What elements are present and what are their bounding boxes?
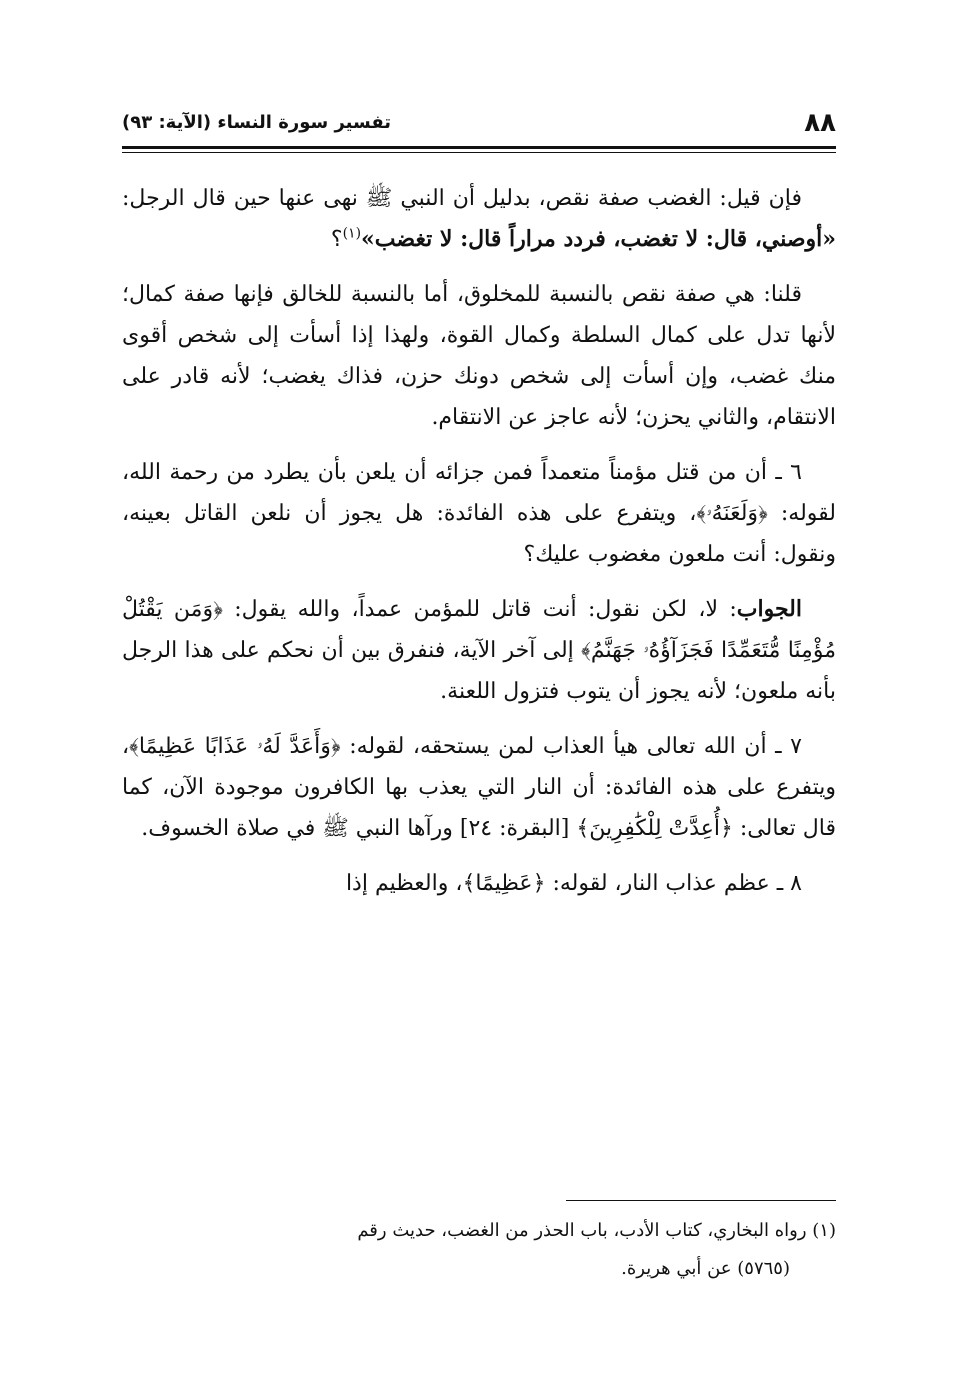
footnote [122, 1212, 836, 1288]
hadith-quote: «أوصني، قال: لا تغضب، فردد مراراً قال: لا تغضب» [361, 226, 836, 252]
quran-verse: ﴿عَظِيمًا﴾ [462, 871, 546, 896]
quran-verse: ﴿وَمَن يَقْتُلْ مُؤْمِنًا مُّتَعَمِّدًا فَجَزَآؤُهُۥ جَهَنَّمُ﴾ [122, 597, 836, 663]
paragraph-point-6: ٦ ـ أن من قتل مؤمناً متعمداً فمن جزائه أن يلعن بأن يطرد من رحمة الله، لقوله: ﴿وَلَعَنَهُۥ﴾، ويتفرع على هذه الفائدة: هل يجوز أن نلعن القاتل بعينه، ونقول: أنت ملعون مغضوب عليك؟ [122, 460, 836, 567]
page-header [122, 100, 836, 146]
footnote-marker: (١) [342, 225, 362, 242]
paragraph-objection: فإن قيل: الغضب صفة نقص، بدليل أن النبي ﷺ نهى عنها حين قال الرجل: «أوصني، قال: لا تغضب، فردد مراراً قال: لا تغضب»$^{(١)}$؟ [122, 186, 836, 252]
quran-verse: ﴿أُعِدَّتْ لِلْكَٰفِرِينَ﴾ [576, 816, 733, 841]
footnote-rule [566, 1200, 836, 1201]
page-number: ٨٨ [804, 108, 836, 138]
quran-verse: ﴿وَأَعَدَّ لَهُۥ عَذَابًا عَظِيمًا﴾ [129, 734, 341, 759]
reply-label: الجواب [736, 596, 802, 622]
paragraph-point-8: ٨ ـ عظم عذاب النار، لقوله: ﴿عَظِيمًا﴾، والعظيم إذا [345, 871, 802, 896]
header-rule-thin [122, 152, 836, 153]
footnote-line: (٥٧٦٥) عن أبي هريرة. [621, 1258, 790, 1279]
header-rule [122, 146, 836, 149]
running-title: تفسير سورة النساء (الآية: ٩٣) [122, 112, 392, 133]
paragraph-reply: الجواب: لا، لكن نقول: أنت قاتل للمؤمن عمداً، والله يقول: ﴿وَمَن يَقْتُلْ مُؤْمِنًا مُّتَعَمِّدًا فَجَزَآؤُهُۥ جَهَنَّمُ﴾ إلى آخر الآية، فنفرق بين أن نحكم على هذا الرجل بأنه ملعون؛ لأنه يجوز أن يتوب فتزول اللعنة. [122, 596, 836, 704]
footnote-line: (١) رواه البخاري، كتاب الأدب، باب الحذر من الغضب، حديث رقم [357, 1220, 836, 1241]
quran-verse: ﴿وَلَعَنَهُۥ﴾ [696, 501, 768, 526]
paragraph-point-7: ٧ ـ أن الله تعالى هيأ العذاب لمن يستحقه، لقوله: ﴿وَأَعَدَّ لَهُۥ عَذَابًا عَظِيمًا﴾، ويتفرع على هذه الفائدة: أن النار التي يعذب بها الكافرون موجودة الآن، كما قال تعالى: ﴿أُعِدَّتْ لِلْكَٰفِرِينَ﴾ [البقرة: ٢٤] ورآها النبي ﷺ في صلاة الخسوف. [122, 734, 836, 841]
page-body [122, 178, 836, 918]
paragraph-answer: قلنا: هي صفة نقص بالنسبة للمخلوق، أما بالنسبة للخالق فإنها صفة كمال؛ لأنها تدل على كمال السلطة وكمال القوة، ولهذا إذا أسأت إلى شخص أقوى منك غضب، وإن أسأت إلى شخص دونك حزن، فذاك يغضب؛ لأنه قادر على الانتقام، والثاني يحزن؛ لأنه عاجز عن الانتقام. [122, 282, 836, 430]
